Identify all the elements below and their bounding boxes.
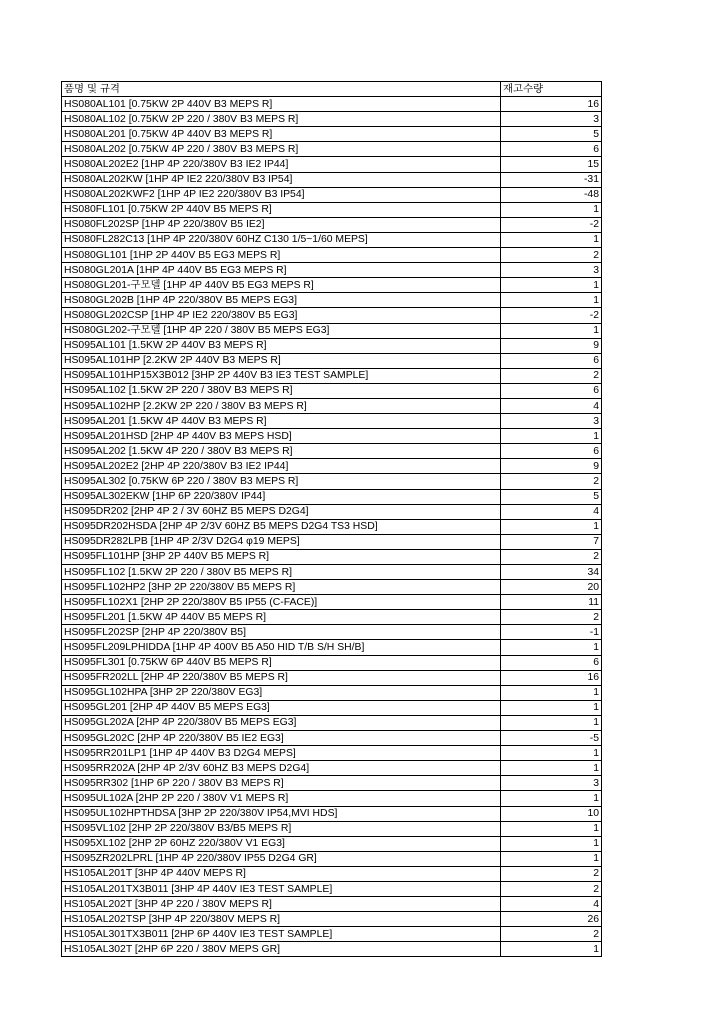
- product-name-cell: HS080AL201 [0.75KW 4P 440V B3 MEPS R]: [62, 127, 501, 142]
- product-name-cell: HS095DR282LPB [1HP 4P 2/3V D2G4 φ19 MEPS]: [62, 534, 501, 549]
- table-row: [62, 308, 602, 323]
- stock-quantity-cell: 2: [501, 368, 602, 383]
- table-row: [62, 912, 602, 927]
- stock-quantity-cell: 3: [501, 263, 602, 278]
- product-name-cell: HS080AL202KWF2 [1HP 4P IE2 220/380V B3 IP54]: [62, 187, 501, 202]
- table-row: [62, 821, 602, 836]
- product-name-cell: HS095RR202A [2HP 4P 2/3V 60HZ B3 MEPS D2G4]: [62, 761, 501, 776]
- table-row: [62, 383, 602, 398]
- table-row: [62, 640, 602, 655]
- stock-quantity-cell: 20: [501, 580, 602, 595]
- product-name-cell: HS095AL101HP [2.2KW 2P 440V B3 MEPS R]: [62, 353, 501, 368]
- table-row: [62, 232, 602, 247]
- stock-quantity-cell: 1: [501, 293, 602, 308]
- stock-quantity-cell: 6: [501, 655, 602, 670]
- product-name-cell: HS095GL102HPA [3HP 2P 220/380V EG3]: [62, 685, 501, 700]
- stock-quantity-cell: 2: [501, 248, 602, 263]
- stock-quantity-cell: 2: [501, 881, 602, 896]
- stock-quantity-cell: 6: [501, 353, 602, 368]
- stock-quantity-cell: -2: [501, 308, 602, 323]
- stock-quantity-cell: 1: [501, 640, 602, 655]
- product-name-cell: HS095DR202 [2HP 4P 2 / 3V 60HZ B5 MEPS D2G4]: [62, 504, 501, 519]
- product-name-cell: HS080GL101 [1HP 2P 440V B5 EG3 MEPS R]: [62, 248, 501, 263]
- product-name-cell: HS080GL201A [1HP 4P 440V B5 EG3 MEPS R]: [62, 263, 501, 278]
- stock-quantity-cell: 16: [501, 97, 602, 112]
- stock-quantity-cell: -1: [501, 625, 602, 640]
- product-name-cell: HS095AL202 [1.5KW 4P 220 / 380V B3 MEPS R]: [62, 444, 501, 459]
- table-row: [62, 565, 602, 580]
- stock-quantity-cell: 3: [501, 414, 602, 429]
- stock-quantity-cell: 16: [501, 670, 602, 685]
- product-name-cell: HS095RR201LP1 [1HP 4P 440V B3 D2G4 MEPS]: [62, 746, 501, 761]
- stock-quantity-cell: 1: [501, 942, 602, 957]
- table-row: [62, 534, 602, 549]
- table-row: [62, 353, 602, 368]
- stock-quantity-cell: 1: [501, 202, 602, 217]
- product-name-cell: HS095GL201 [2HP 4P 440V B5 MEPS EG3]: [62, 700, 501, 715]
- table-header-row: [62, 82, 602, 97]
- table-row: [62, 791, 602, 806]
- table-row: [62, 414, 602, 429]
- table-row: [62, 202, 602, 217]
- stock-quantity-cell: 2: [501, 866, 602, 881]
- product-name-cell: HS095AL302EKW [1HP 6P 220/380V IP44]: [62, 489, 501, 504]
- table-row: [62, 429, 602, 444]
- stock-quantity-cell: 1: [501, 700, 602, 715]
- product-name-cell: HS095FL101HP [3HP 2P 440V B5 MEPS R]: [62, 549, 501, 564]
- table-row: [62, 851, 602, 866]
- product-name-cell: HS095AL202E2 [2HP 4P 220/380V B3 IE2 IP44]: [62, 459, 501, 474]
- table-row: [62, 927, 602, 942]
- table-row: [62, 263, 602, 278]
- table-row: [62, 806, 602, 821]
- stock-quantity-cell: 4: [501, 398, 602, 413]
- product-name-cell: HS080FL282C13 [1HP 4P 220/380V 60HZ C130 1/5~1/60 MEPS]: [62, 232, 501, 247]
- product-name-cell: HS105AL301TX3B011 [2HP 6P 440V IE3 TEST SAMPLE]: [62, 927, 501, 942]
- stock-quantity-cell: 15: [501, 157, 602, 172]
- stock-quantity-cell: 2: [501, 610, 602, 625]
- table-row: [62, 685, 602, 700]
- table-row: [62, 731, 602, 746]
- product-name-cell: HS095UL102A [2HP 2P 220 / 380V V1 MEPS R]: [62, 791, 501, 806]
- table-row: [62, 489, 602, 504]
- stock-quantity-cell: 1: [501, 685, 602, 700]
- product-name-cell: HS105AL201TX3B011 [3HP 4P 440V IE3 TEST SAMPLE]: [62, 881, 501, 896]
- table-row: [62, 217, 602, 232]
- table-row: [62, 776, 602, 791]
- product-name-cell: HS095FL102HP2 [3HP 2P 220/380V B5 MEPS R]: [62, 580, 501, 595]
- stock-quantity-cell: 1: [501, 278, 602, 293]
- table-row: [62, 715, 602, 730]
- stock-quantity-cell: 2: [501, 474, 602, 489]
- product-name-cell: HS080FL101 [0.75KW 2P 440V B5 MEPS R]: [62, 202, 501, 217]
- stock-quantity-cell: 10: [501, 806, 602, 821]
- table-row: [62, 580, 602, 595]
- stock-quantity-cell: 26: [501, 912, 602, 927]
- stock-quantity-cell: 9: [501, 338, 602, 353]
- table-row: [62, 670, 602, 685]
- header-product-name: 품명 및 규격: [62, 82, 501, 97]
- inventory-table: [61, 81, 602, 957]
- table-row: [62, 97, 602, 112]
- stock-quantity-cell: 1: [501, 323, 602, 338]
- product-name-cell: HS095XL102 [2HP 2P 60HZ 220/380V V1 EG3]: [62, 836, 501, 851]
- product-name-cell: HS080AL101 [0.75KW 2P 440V B3 MEPS R]: [62, 97, 501, 112]
- stock-quantity-cell: 1: [501, 715, 602, 730]
- stock-quantity-cell: 2: [501, 549, 602, 564]
- table-row: [62, 142, 602, 157]
- table-row: [62, 459, 602, 474]
- table-row: [62, 625, 602, 640]
- stock-quantity-cell: 1: [501, 791, 602, 806]
- product-name-cell: HS105AL302T [2HP 6P 220 / 380V MEPS GR]: [62, 942, 501, 957]
- product-name-cell: HS095FR202LL [2HP 4P 220/380V B5 MEPS R]: [62, 670, 501, 685]
- stock-quantity-cell: 1: [501, 836, 602, 851]
- stock-quantity-cell: 34: [501, 565, 602, 580]
- product-name-cell: HS095UL102HPTHDSA [3HP 2P 220/380V IP54,MVI HDS]: [62, 806, 501, 821]
- table-row: [62, 172, 602, 187]
- table-row: [62, 112, 602, 127]
- product-name-cell: HS080AL202 [0.75KW 4P 220 / 380V B3 MEPS R]: [62, 142, 501, 157]
- product-name-cell: HS105AL201T [3HP 4P 440V MEPS R]: [62, 866, 501, 881]
- table-row: [62, 398, 602, 413]
- table-row: [62, 881, 602, 896]
- table-row: [62, 836, 602, 851]
- product-name-cell: HS095FL201 [1.5KW 4P 440V B5 MEPS R]: [62, 610, 501, 625]
- table-row: [62, 700, 602, 715]
- stock-quantity-cell: 6: [501, 383, 602, 398]
- table-row: [62, 610, 602, 625]
- table-row: [62, 157, 602, 172]
- table-row: [62, 338, 602, 353]
- stock-quantity-cell: -2: [501, 217, 602, 232]
- product-name-cell: HS080GL202B [1HP 4P 220/380V B5 MEPS EG3]: [62, 293, 501, 308]
- table-row: [62, 866, 602, 881]
- stock-quantity-cell: 5: [501, 489, 602, 504]
- stock-quantity-cell: 1: [501, 429, 602, 444]
- product-name-cell: HS080GL202CSP [1HP 4P IE2 220/380V B5 EG3]: [62, 308, 501, 323]
- stock-quantity-cell: 1: [501, 761, 602, 776]
- product-name-cell: HS095AL201 [1.5KW 4P 440V B3 MEPS R]: [62, 414, 501, 429]
- product-name-cell: HS095VL102 [2HP 2P 220/380V B3/B5 MEPS R]: [62, 821, 501, 836]
- product-name-cell: HS080AL102 [0.75KW 2P 220 / 380V B3 MEPS R]: [62, 112, 501, 127]
- table-row: [62, 368, 602, 383]
- product-name-cell: HS095AL102 [1.5KW 2P 220 / 380V B3 MEPS R]: [62, 383, 501, 398]
- table-row: [62, 248, 602, 263]
- stock-quantity-cell: 7: [501, 534, 602, 549]
- stock-quantity-cell: 5: [501, 127, 602, 142]
- table-row: [62, 519, 602, 534]
- table-row: [62, 278, 602, 293]
- table-row: [62, 942, 602, 957]
- product-name-cell: HS095FL202SP [2HP 4P 220/380V B5]: [62, 625, 501, 640]
- stock-quantity-cell: 6: [501, 444, 602, 459]
- table-row: [62, 444, 602, 459]
- product-name-cell: HS095DR202HSDA [2HP 4P 2/3V 60HZ B5 MEPS D2G4 TS3 HSD]: [62, 519, 501, 534]
- table-row: [62, 655, 602, 670]
- table-row: [62, 595, 602, 610]
- stock-quantity-cell: 1: [501, 519, 602, 534]
- product-name-cell: HS095AL302 [0.75KW 6P 220 / 380V B3 MEPS R]: [62, 474, 501, 489]
- product-name-cell: HS095FL209LPHIDDA [1HP 4P 400V B5 A50 HID T/B S/H SH/B]: [62, 640, 501, 655]
- product-name-cell: HS095AL101HP15X3B012 [3HP 2P 440V B3 IE3 TEST SAMPLE]: [62, 368, 501, 383]
- product-name-cell: HS080GL202-구모델 [1HP 4P 220 / 380V B5 MEPS EG3]: [62, 323, 501, 338]
- stock-quantity-cell: 3: [501, 776, 602, 791]
- product-name-cell: HS095GL202C [2HP 4P 220/380V B5 IE2 EG3]: [62, 731, 501, 746]
- product-name-cell: HS080FL202SP [1HP 4P 220/380V B5 IE2]: [62, 217, 501, 232]
- stock-quantity-cell: 9: [501, 459, 602, 474]
- stock-quantity-cell: -5: [501, 731, 602, 746]
- table-row: [62, 187, 602, 202]
- stock-quantity-cell: 2: [501, 927, 602, 942]
- product-name-cell: HS095FL102 [1.5KW 2P 220 / 380V B5 MEPS R]: [62, 565, 501, 580]
- product-name-cell: HS105AL202TSP [3HP 4P 220/380V MEPS R]: [62, 912, 501, 927]
- table-row: [62, 323, 602, 338]
- product-name-cell: HS095RR302 [1HP 6P 220 / 380V B3 MEPS R]: [62, 776, 501, 791]
- stock-quantity-cell: 1: [501, 232, 602, 247]
- table-row: [62, 293, 602, 308]
- inventory-sheet: [61, 81, 601, 957]
- product-name-cell: HS105AL202T [3HP 4P 220 / 380V MEPS R]: [62, 897, 501, 912]
- table-row: [62, 504, 602, 519]
- stock-quantity-cell: 4: [501, 504, 602, 519]
- stock-quantity-cell: 11: [501, 595, 602, 610]
- product-name-cell: HS095GL202A [2HP 4P 220/380V B5 MEPS EG3]: [62, 715, 501, 730]
- product-name-cell: HS095FL301 [0.75KW 6P 440V B5 MEPS R]: [62, 655, 501, 670]
- table-body: [62, 97, 602, 957]
- stock-quantity-cell: 1: [501, 821, 602, 836]
- product-name-cell: HS080AL202KW [1HP 4P IE2 220/380V B3 IP54]: [62, 172, 501, 187]
- product-name-cell: HS095AL102HP [2.2KW 2P 220 / 380V B3 MEPS R]: [62, 398, 501, 413]
- product-name-cell: HS080GL201-구모델 [1HP 4P 440V B5 EG3 MEPS R]: [62, 278, 501, 293]
- stock-quantity-cell: 1: [501, 851, 602, 866]
- stock-quantity-cell: 6: [501, 142, 602, 157]
- table-row: [62, 127, 602, 142]
- table-row: [62, 549, 602, 564]
- table-row: [62, 897, 602, 912]
- stock-quantity-cell: 4: [501, 897, 602, 912]
- stock-quantity-cell: 3: [501, 112, 602, 127]
- product-name-cell: HS095AL201HSD [2HP 4P 440V B3 MEPS HSD]: [62, 429, 501, 444]
- stock-quantity-cell: -48: [501, 187, 602, 202]
- table-row: [62, 761, 602, 776]
- header-stock-quantity: 재고수량: [501, 82, 602, 97]
- stock-quantity-cell: 1: [501, 746, 602, 761]
- table-row: [62, 746, 602, 761]
- stock-quantity-cell: -31: [501, 172, 602, 187]
- product-name-cell: HS095AL101 [1.5KW 2P 440V B3 MEPS R]: [62, 338, 501, 353]
- product-name-cell: HS080AL202E2 [1HP 4P 220/380V B3 IE2 IP44]: [62, 157, 501, 172]
- product-name-cell: HS095ZR202LPRL [1HP 4P 220/380V IP55 D2G4 GR]: [62, 851, 501, 866]
- table-row: [62, 474, 602, 489]
- product-name-cell: HS095FL102X1 [2HP 2P 220/380V B5 IP55 (C-FACE)]: [62, 595, 501, 610]
